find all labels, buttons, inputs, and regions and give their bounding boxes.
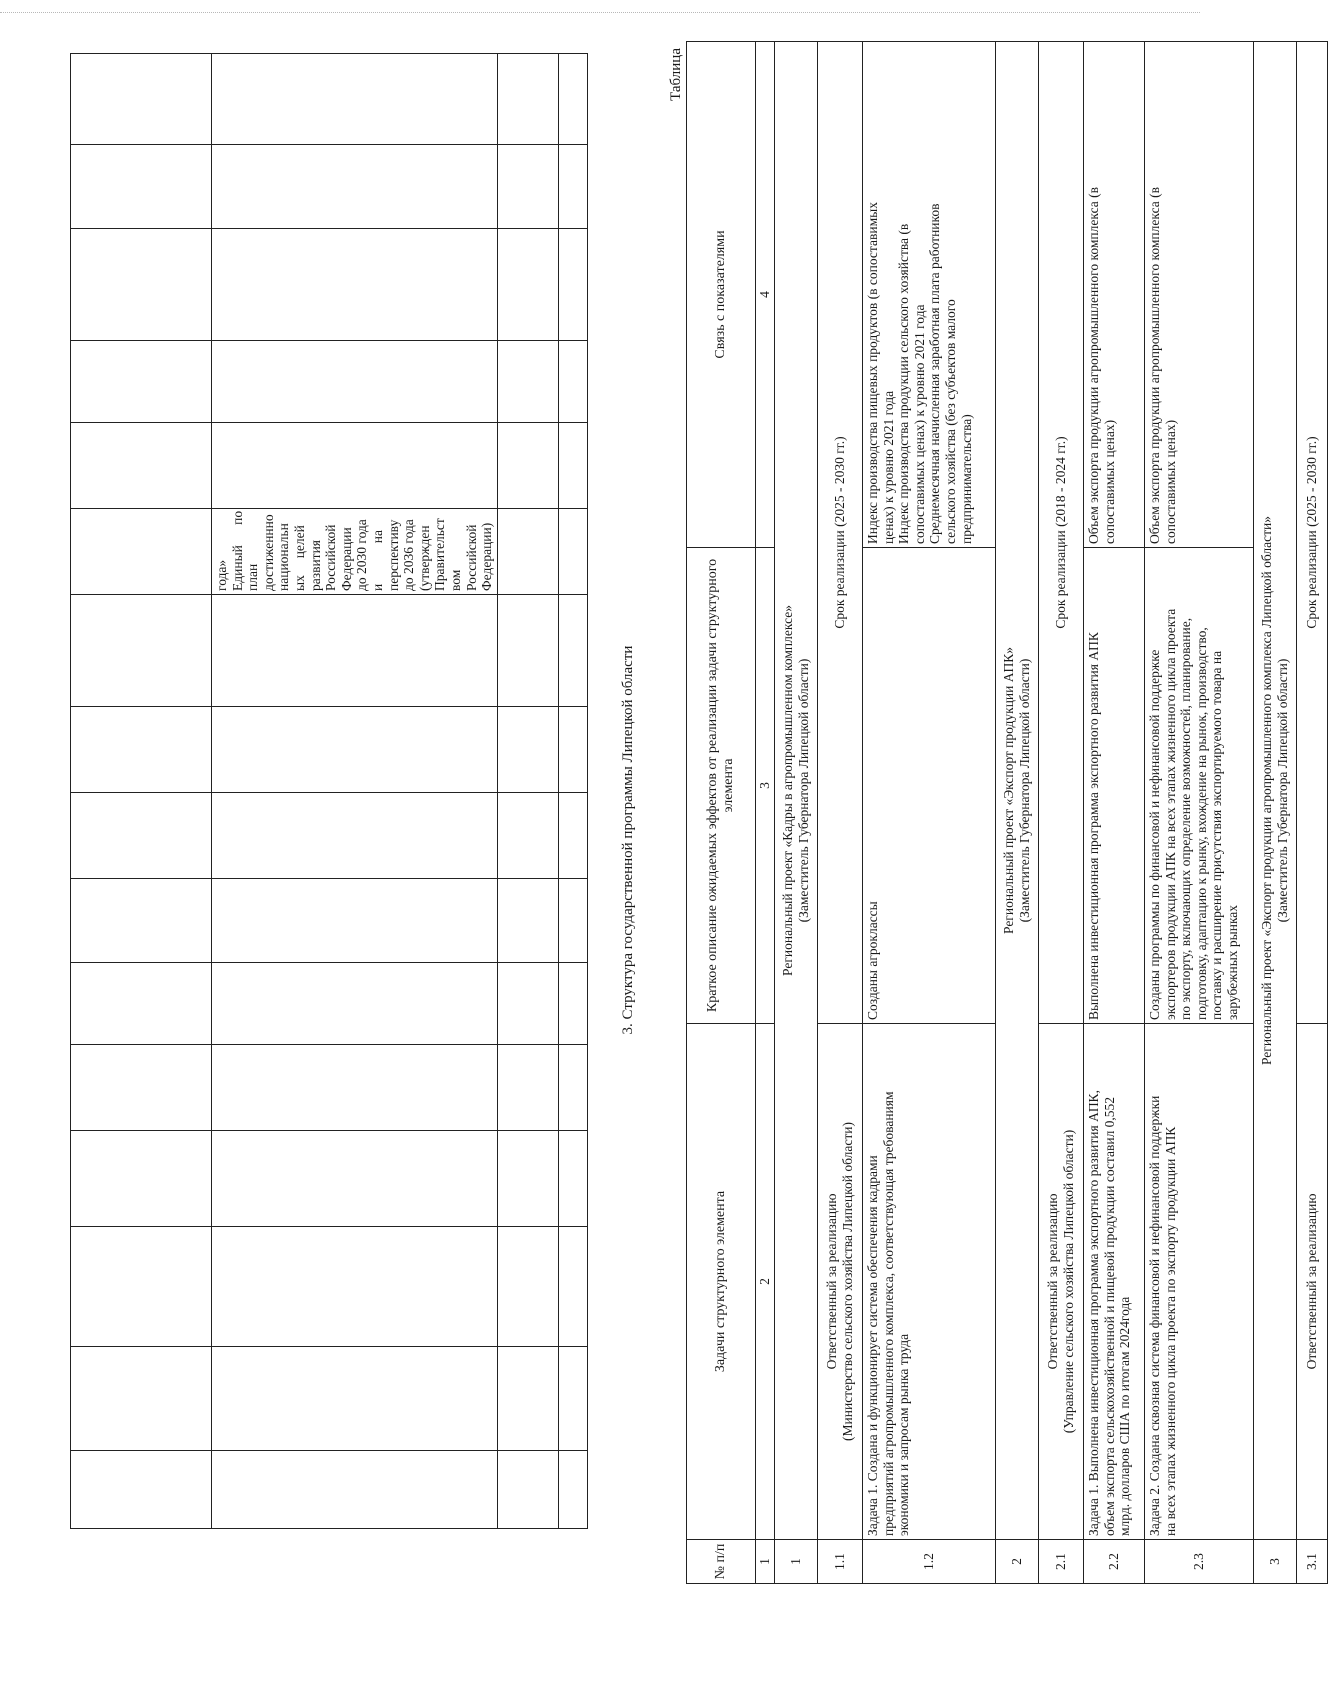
page-top-border — [0, 12, 1200, 13]
rotated-page — [0, 40, 1320, 1640]
task-row — [863, 42, 996, 1584]
continuation-row — [212, 54, 498, 1529]
program-structure-table — [686, 41, 1328, 1584]
project-title: Региональный проект «Кадры в агропромышленном комплексе» (Заместитель Губернатора Липецкой области) — [775, 42, 818, 1540]
row-number: 3.1 — [1297, 1540, 1328, 1584]
row-number: 2.3 — [1145, 1540, 1254, 1584]
task-cell: Задача 1. Создана и функционирует система обеспечения кадрами предприятий агропромышленного комплекса, соответствующая требованиям экономики и запросам рынка труда — [863, 1024, 996, 1540]
effect-cell: Созданы агроклассы — [863, 548, 996, 1024]
responsible-cell: Ответственный за реализацию — [1297, 1024, 1328, 1540]
project-row — [996, 42, 1039, 1584]
header-link: Связь с показателями — [687, 42, 756, 548]
row-number: 3 — [1254, 1540, 1297, 1584]
row-number: 2 — [996, 1540, 1039, 1584]
indicator-link-cell: Индекс производства пищевых продуктов (в сопоставимых ценах) к уровню 2021 года Индекс производства продукции сельского хозяйства (в сопоставимых ценах) к уровню 2021 года Среднемесячная начисленная заработная плата работников сельского хозяйства (без субъектов малого предпринимательства) — [863, 42, 996, 548]
row-number: 1 — [775, 1540, 818, 1584]
responsible-row — [1297, 42, 1328, 1584]
responsible-cell: Ответственный за реализацию (Управление сельского хозяйства Липецкой области) — [1039, 1024, 1084, 1540]
header-tasks: Задачи структурного элемента — [687, 1024, 756, 1540]
project-row — [1254, 42, 1297, 1584]
national-goals-text: года» Единый по план достиженнно национальн ых целей развития Российской Федерации до 2030 года и на перспективу до 2036 года (утвержден Правительст вом Российской Федерации) — [214, 510, 495, 591]
table-header-row — [687, 42, 756, 1584]
responsible-row — [818, 42, 863, 1584]
indicator-link-cell: Объем экспорта продукции агропромышленного комплекса (в сопоставимых ценах) — [1084, 42, 1145, 548]
continuation-row — [71, 54, 212, 1529]
row-number: 2.1 — [1039, 1540, 1084, 1584]
task-row — [1145, 42, 1254, 1584]
continuation-table — [70, 53, 588, 1529]
continuation-row — [497, 54, 558, 1529]
task-cell: Задача 2. Создана сквозная система финансовой и нефинансовой поддержки на всех этапах жизненного цикла проекта по экспорту продукции АПК — [1145, 1024, 1254, 1540]
row-number: 1.1 — [818, 1540, 863, 1584]
term-cell: Срок реализации (2018 - 2024 гг.) — [1039, 42, 1084, 1024]
row-number: 1.2 — [863, 1540, 996, 1584]
header-number: 3 — [756, 548, 775, 1024]
indicator-link-cell: Объем экспорта продукции агропромышленного комплекса (в сопоставимых ценах) — [1145, 42, 1254, 548]
effect-cell: Созданы программы по финансовой и нефинансовой поддержке экспортеров продукции АПК на всех этапах жизненного цикла проекта по экспорту, включающих определение возможностей, планирование, подготовку, адаптацию к рынку, вхождение на рынок, производство, поставку и расширение присутствия экспортируемого товара на зарубежных рынках — [1145, 548, 1254, 1024]
continuation-row — [558, 54, 587, 1529]
header-number: 2 — [756, 1024, 775, 1540]
project-title: Региональный проект «Экспорт продукции агропромышленного комплекса Липецкой области» (Заместитель Губернатора Липецкой области) — [1254, 42, 1297, 1540]
header-effects: Краткое описание ожидаемых эффектов от реализации задачи структурного элемента — [687, 548, 756, 1024]
responsible-row — [1039, 42, 1084, 1584]
term-cell: Срок реализации (2025 - 2030 гг.) — [1297, 42, 1328, 1024]
section-title: 3. Структура государственной программы Липецкой области — [620, 645, 636, 1035]
project-title: Региональный проект «Экспорт продукции АПК» (Заместитель Губернатора Липецкой области) — [996, 42, 1039, 1540]
national-goals-cell — [212, 509, 498, 595]
term-cell: Срок реализации (2025 - 2030 гг.) — [818, 42, 863, 1024]
header-number: 4 — [756, 42, 775, 548]
task-row — [1084, 42, 1145, 1584]
responsible-cell: Ответственный за реализацию (Министерство сельского хозяйства Липецкой области) — [818, 1024, 863, 1540]
header-num: № п/п — [687, 1540, 756, 1584]
row-number: 2.2 — [1084, 1540, 1145, 1584]
table-header-numbers-row — [756, 42, 775, 1584]
task-cell: Задача 1. Выполнена инвестиционная программа экспортного развития АПК, объем экспорта сельскохозяйственной и пищевой продукции составил 0,552 млрд. долларов США по итогам 2024года — [1084, 1024, 1145, 1540]
effect-cell: Выполнена инвестиционная программа экспортного развития АПК — [1084, 548, 1145, 1024]
header-number: 1 — [756, 1540, 775, 1584]
project-row — [775, 42, 818, 1584]
table-label: Таблица — [668, 48, 684, 101]
